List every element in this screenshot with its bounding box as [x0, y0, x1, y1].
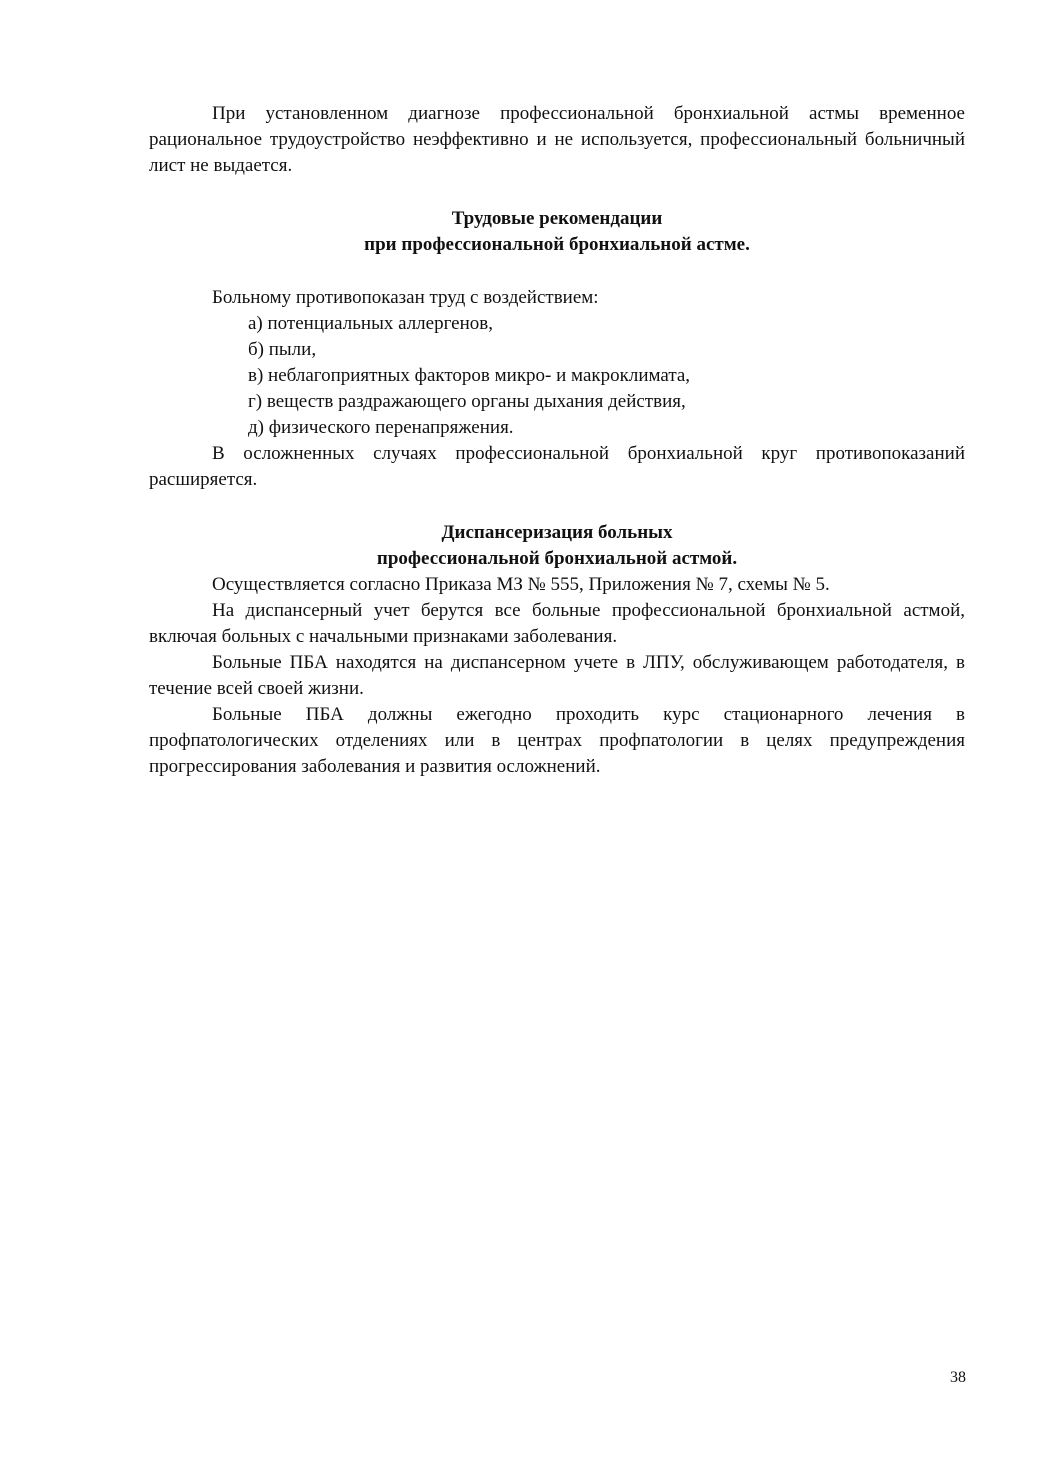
contraindications-intro: Больному противопоказан труд с воздействием: [212, 287, 599, 308]
dispensary-paragraph: Больные ПБА находятся на диспансерном учете в ЛПУ, обслуживающем работодателя, в течение всей своей жизни. [149, 652, 965, 699]
dispensary-paragraph: Больные ПБА должны ежегодно проходить курс стационарного лечения в профпатологических отделениях или в центрах профпатологии в целях предупреждения прогрессирования заболевания и развития осложнений. [149, 704, 965, 777]
section-work-recommendations [149, 206, 965, 258]
list-item: а) потенциальных аллергенов, [248, 313, 493, 334]
section-title-line1: Диспансеризация больных [441, 522, 673, 543]
list-item: г) веществ раздражающего органы дыхания действия, [248, 391, 686, 412]
list-item: д) физического перенапряжения. [248, 417, 514, 438]
dispensary-paragraph: На диспансерный учет берутся все больные профессиональной бронхиальной астмой, включая больных с начальными признаками заболевания. [149, 600, 965, 647]
section-title-line1: Трудовые рекомендации [451, 208, 663, 229]
list-item: б) пыли, [248, 339, 317, 360]
dispensary-paragraph: Осуществляется согласно Приказа МЗ № 555, Приложения № 7, схемы № 5. [212, 574, 830, 595]
contraindications-block [149, 285, 965, 493]
top-paragraph-block [149, 101, 965, 179]
page-number: 38 [950, 1369, 966, 1386]
list-item: в) неблагоприятных факторов микро- и макроклимата, [248, 365, 691, 386]
contraindications-closing: В осложненных случаях профессиональной бронхиальной круг противопоказаний расширяется. [149, 443, 965, 490]
contraindications-list [149, 311, 965, 441]
top-paragraph: При установленном диагнозе профессиональной бронхиальной астмы временное рациональное трудоустройство неэффективно и не используется, профессиональный больничный лист не выдается. [149, 103, 965, 176]
section-title-line2: профессиональной бронхиальной астмой. [376, 548, 738, 569]
section-dispensary [149, 520, 965, 780]
section-title-line2: при профессиональной бронхиальной астме. [364, 234, 750, 255]
